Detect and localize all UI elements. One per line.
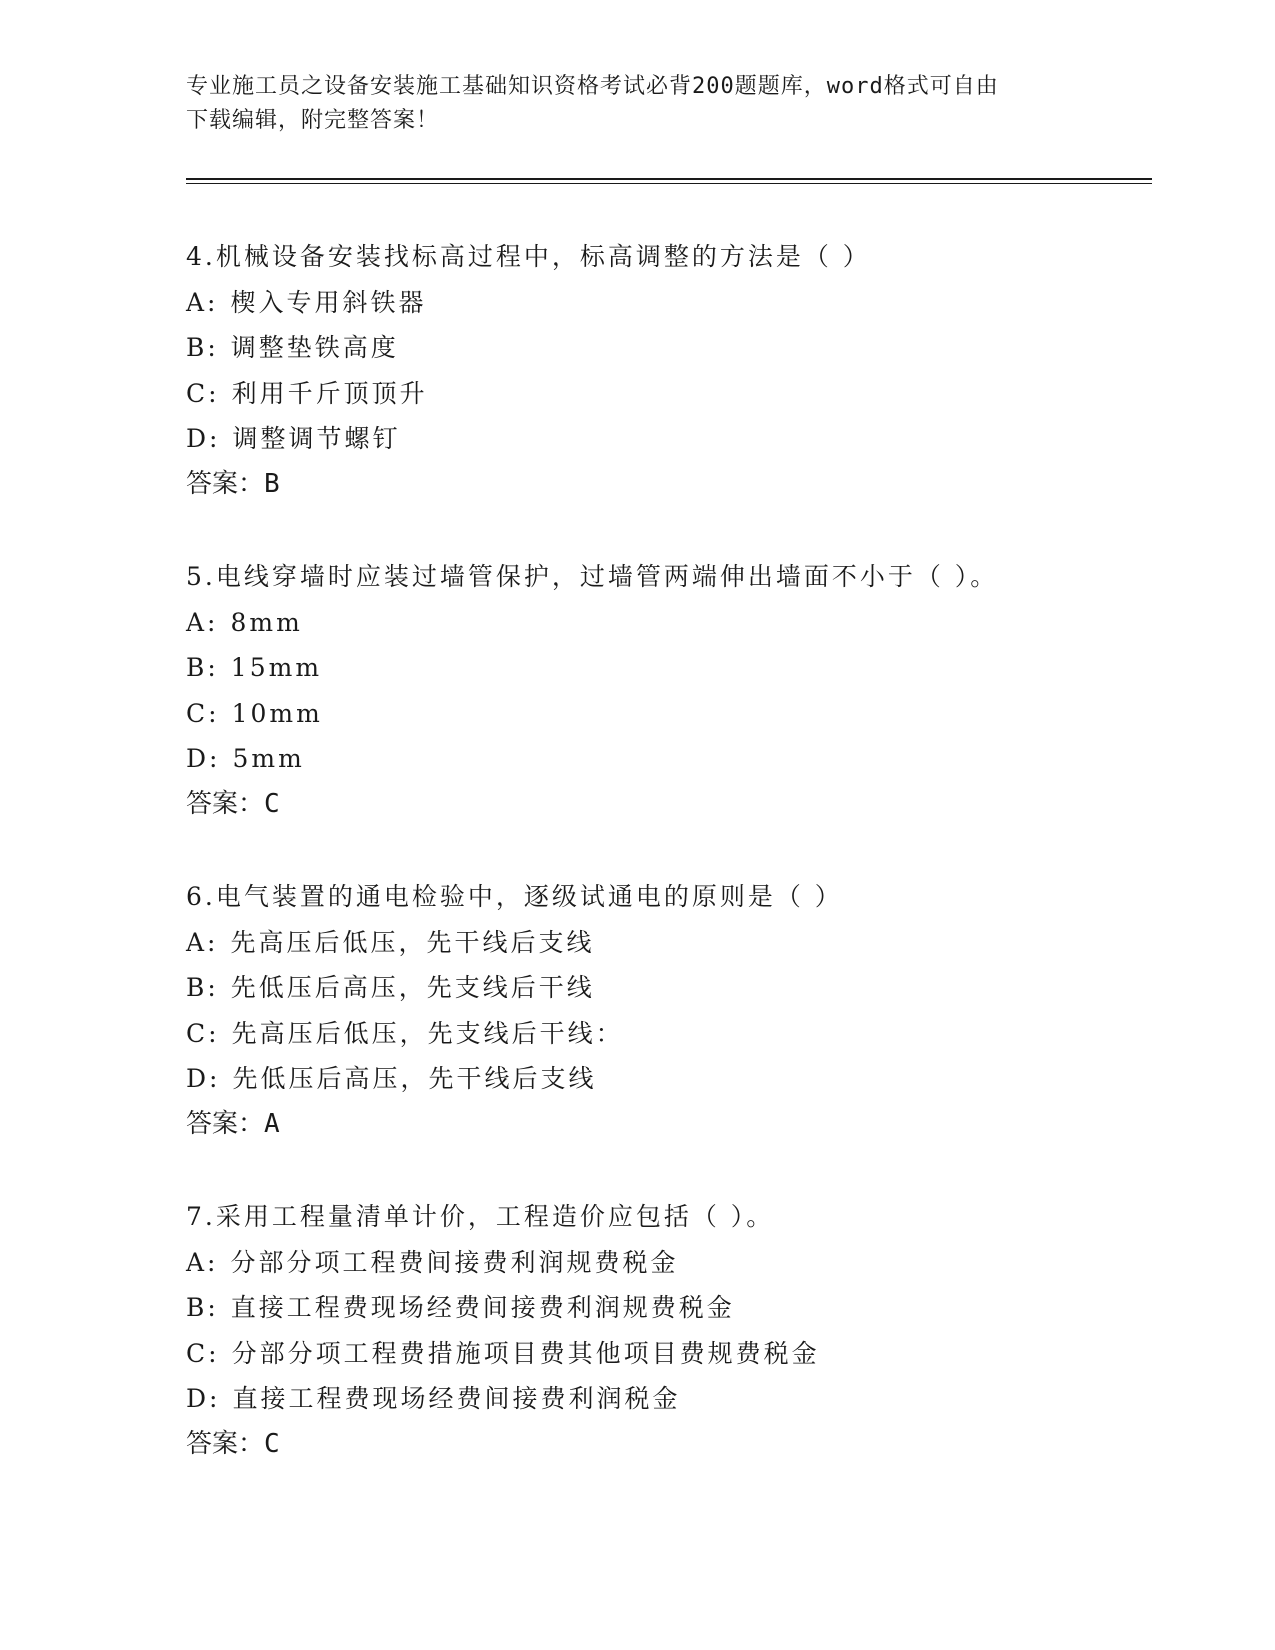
option-label: A: [186, 287, 219, 317]
option-label: D: [186, 424, 221, 454]
option-text: 先高压后低压，先干线后支线 [230, 927, 595, 957]
question-block [186, 234, 1126, 554]
option-label: B: [186, 653, 219, 683]
question-block [186, 874, 1126, 1194]
option-label: D: [186, 1064, 221, 1094]
option-label: A: [186, 607, 219, 637]
question-stem: 6.电气装置的通电检验中，逐级试通电的原则是（ ） [186, 882, 843, 911]
option-b [186, 965, 1126, 1011]
option-d [186, 1376, 1126, 1422]
option-a [186, 1240, 1126, 1286]
question-block [186, 554, 1126, 874]
option-text: 直接工程费现场经费间接费利润规费税金 [230, 1293, 735, 1323]
option-b [186, 325, 1126, 371]
option-text: 8mm [230, 607, 303, 637]
option-d [186, 416, 1126, 462]
option-text: 分部分项工程费间接费利润规费税金 [230, 1247, 679, 1277]
option-d [186, 1056, 1126, 1102]
option-d [186, 736, 1126, 782]
header-line-1: 专业施工员之设备安装施工基础知识资格考试必背200题题库，word格式可自由 [186, 74, 999, 99]
option-a [186, 920, 1126, 966]
option-text: 利用千斤顶顶升 [231, 378, 428, 408]
option-text: 5mm [232, 744, 305, 774]
option-c [186, 1331, 1126, 1377]
option-b [186, 1285, 1126, 1331]
header-line-2: 下载编辑，附完整答案！ [186, 108, 440, 133]
option-text: 分部分项工程费措施项目费其他项目费规费税金 [231, 1338, 820, 1368]
option-text: 楔入专用斜铁器 [230, 287, 427, 317]
option-text: 直接工程费现场经费间接费利润税金 [232, 1384, 681, 1414]
option-label: A: [186, 1247, 219, 1277]
option-label: B: [186, 333, 219, 363]
option-label: B: [186, 1293, 219, 1323]
question-list [186, 234, 1126, 1514]
option-text: 调整调节螺钉 [232, 424, 401, 454]
question-stem: 4.机械设备安装找标高过程中，标高调整的方法是（ ） [186, 242, 871, 271]
answer-line: 答案：C [186, 788, 280, 819]
option-label: A: [186, 927, 219, 957]
option-a [186, 600, 1126, 646]
answer-line: 答案：A [186, 1108, 280, 1139]
question-stem: 7.采用工程量清单计价，工程造价应包括（ ）。 [186, 1202, 775, 1231]
option-text: 先低压后高压，先干线后支线 [232, 1064, 597, 1094]
option-label: D: [186, 1384, 221, 1414]
option-label: B: [186, 973, 219, 1003]
option-b [186, 645, 1126, 691]
option-label: C: [186, 1338, 220, 1368]
option-c [186, 1011, 1126, 1057]
question-block [186, 1194, 1126, 1514]
answer-line: 答案：B [186, 468, 280, 499]
option-label: C: [186, 698, 220, 728]
header-divider-thin [186, 183, 1152, 184]
option-c [186, 691, 1126, 737]
option-label: C: [186, 378, 220, 408]
option-a [186, 280, 1126, 326]
header-divider-thick [186, 178, 1152, 180]
option-label: C: [186, 1018, 220, 1048]
option-text: 调整垫铁高度 [230, 333, 399, 363]
question-stem: 5.电线穿墙时应装过墙管保护，过墙管两端伸出墙面不小于（ ）。 [186, 562, 999, 591]
option-c [186, 371, 1126, 417]
option-label: D: [186, 744, 221, 774]
option-text: 10mm [231, 698, 323, 728]
option-text: 先低压后高压，先支线后干线 [230, 973, 595, 1003]
document-header [186, 70, 1076, 138]
option-text: 15mm [230, 653, 323, 683]
option-text: 先高压后低压，先支线后干线： [231, 1018, 624, 1048]
answer-line: 答案：C [186, 1428, 280, 1459]
